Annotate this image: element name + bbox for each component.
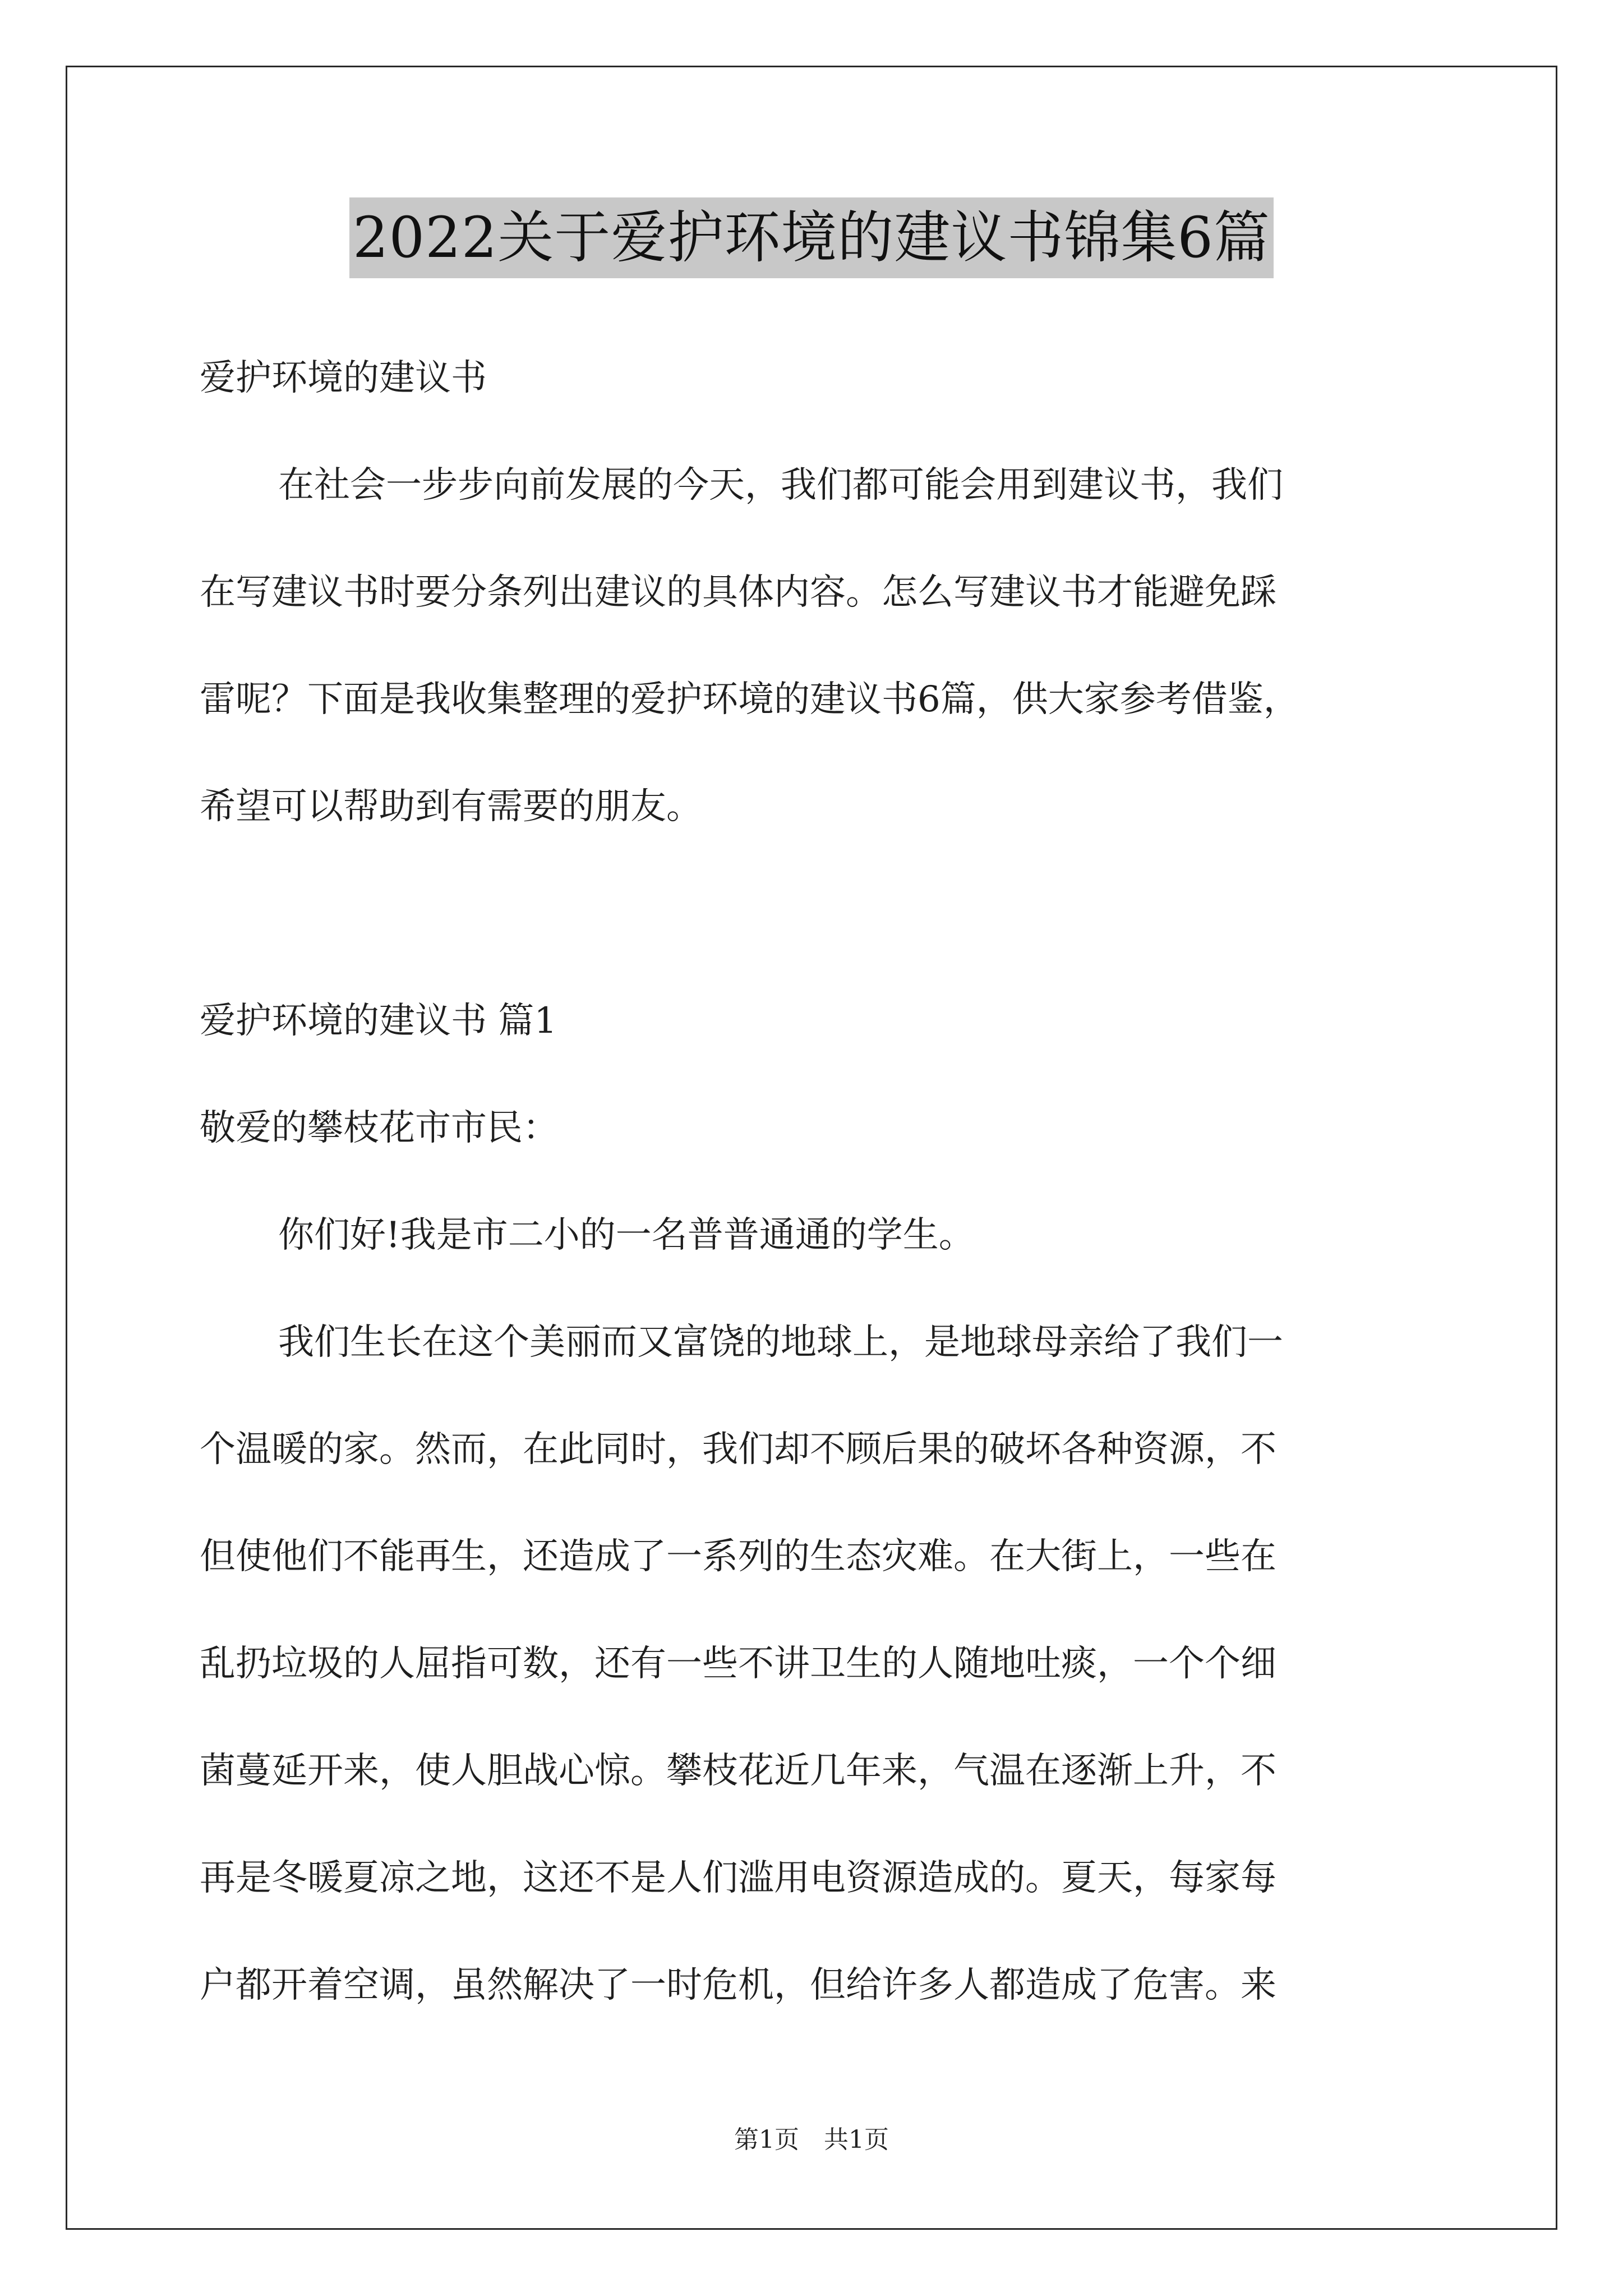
document-title: 2022关于爱护环境的建议书锦集6篇: [349, 197, 1274, 278]
body-paragraph-line: 我们生长在这个美丽而又富饶的地球上，是地球母亲给了我们一: [278, 1322, 1283, 1363]
page-footer: 第1页 共1页: [734, 2125, 889, 2154]
body-paragraph-line: 再是冬暖夏凉之地，这还不是人们滥用电资源造成的。夏天，每家每: [200, 1857, 1276, 1899]
article-heading: 爱护环境的建议书 篇1: [200, 1000, 557, 1042]
salutation: 敬爱的攀枝花市市民：: [200, 1107, 559, 1149]
body-paragraph-line: 乱扔垃圾的人屈指可数，还有一些不讲卫生的人随地吐痰，一个个细: [200, 1643, 1276, 1685]
section-heading: 爱护环境的建议书: [200, 357, 487, 399]
title-container: [0, 197, 1623, 278]
body-paragraph-line: 但使他们不能再生，还造成了一系列的生态灾难。在大街上，一些在: [200, 1536, 1276, 1577]
body-paragraph-line: 个温暖的家。然而，在此同时，我们却不顾后果的破坏各种资源，不: [200, 1429, 1276, 1470]
intro-paragraph-line: 在写建议书时要分条列出建议的具体内容。怎么写建议书才能避免踩: [200, 572, 1276, 613]
intro-paragraph-line: 在社会一步步向前发展的今天，我们都可能会用到建议书，我们: [278, 464, 1283, 506]
intro-paragraph-line: 希望可以帮助到有需要的朋友。: [200, 786, 702, 827]
body-paragraph-line: 户都开着空调，虽然解决了一时危机，但给许多人都造成了危害。来: [200, 1964, 1276, 2006]
body-paragraph-line: 你们好!我是市二小的一名普普通通的学生。: [278, 1214, 975, 1256]
body-paragraph-line: 菌蔓延开来，使人胆战心惊。攀枝花近几年来，气温在逐渐上升，不: [200, 1750, 1276, 1792]
intro-paragraph-line: 雷呢？下面是我收集整理的爱护环境的建议书6篇，供大家参考借鉴，: [200, 679, 1299, 720]
